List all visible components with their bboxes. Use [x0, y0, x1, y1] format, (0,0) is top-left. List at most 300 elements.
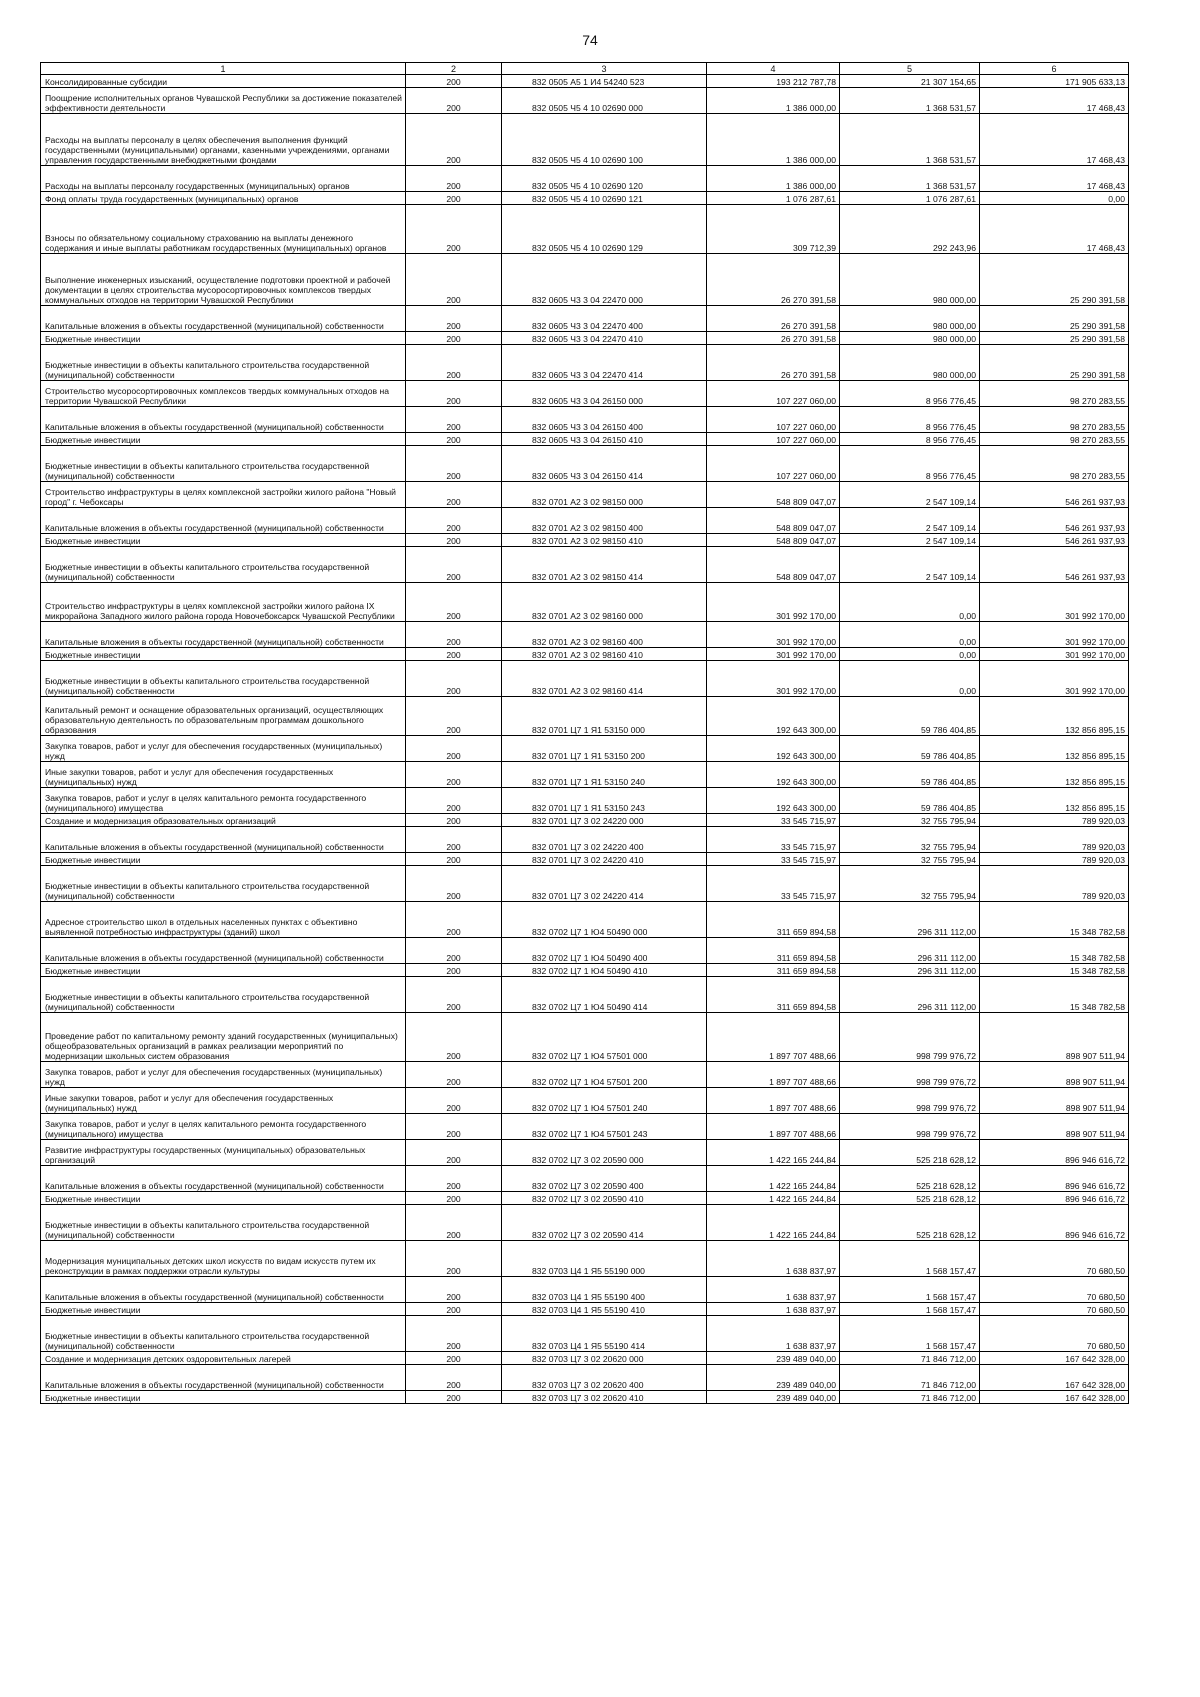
row-budget-code-cell: 832 0701 А2 3 02 98150 414 [502, 547, 707, 583]
row-name-cell: Бюджетные инвестиции [41, 1391, 406, 1404]
row-name-cell: Капитальный ремонт и оснащение образовательных организаций, осуществляющих образовательную деятельность по образовательным программам дошкольного образования [41, 697, 406, 736]
row-unexecuted-amount-cell: 15 348 782,58 [980, 977, 1129, 1013]
row-assigned-amount-cell: 26 270 391,58 [707, 306, 840, 332]
column-number: 4 [707, 63, 840, 75]
row-assigned-amount-cell: 548 809 047,07 [707, 547, 840, 583]
row-name-cell: Иные закупки товаров, работ и услуг для обеспечения государственных (муниципальных) нужд [41, 762, 406, 788]
table-row [41, 254, 1129, 306]
row-budget-code-cell: 832 0703 Ц7 3 02 20620 000 [502, 1352, 707, 1365]
row-assigned-amount-cell: 1 897 707 488,66 [707, 1013, 840, 1062]
row-type-code-cell: 200 [406, 1114, 502, 1140]
table-row [41, 446, 1129, 482]
row-unexecuted-amount-cell: 167 642 328,00 [980, 1352, 1129, 1365]
row-name-cell: Строительство мусоросортировочных комплексов твердых коммунальных отходов на территории Чувашской Республики [41, 381, 406, 407]
row-unexecuted-amount-cell: 98 270 283,55 [980, 381, 1129, 407]
table-row [41, 938, 1129, 964]
row-assigned-amount-cell: 239 489 040,00 [707, 1365, 840, 1391]
row-executed-amount-cell: 8 956 776,45 [840, 381, 980, 407]
row-executed-amount-cell: 1 368 531,57 [840, 88, 980, 114]
row-assigned-amount-cell: 548 809 047,07 [707, 534, 840, 547]
row-budget-code-cell: 832 0701 А2 3 02 98160 410 [502, 648, 707, 661]
row-executed-amount-cell: 2 547 109,14 [840, 534, 980, 547]
table-row [41, 1316, 1129, 1352]
row-name-cell: Развитие инфраструктуры государственных (муниципальных) образовательных организаций [41, 1140, 406, 1166]
row-executed-amount-cell: 296 311 112,00 [840, 977, 980, 1013]
row-executed-amount-cell: 8 956 776,45 [840, 407, 980, 433]
row-name-cell: Закупка товаров, работ и услуг для обеспечения государственных (муниципальных) нужд [41, 736, 406, 762]
row-budget-code-cell: 832 0702 Ц7 1 Ю4 57501 200 [502, 1062, 707, 1088]
row-unexecuted-amount-cell: 98 270 283,55 [980, 433, 1129, 446]
row-executed-amount-cell: 71 846 712,00 [840, 1352, 980, 1365]
row-executed-amount-cell: 0,00 [840, 583, 980, 622]
row-executed-amount-cell: 71 846 712,00 [840, 1365, 980, 1391]
row-type-code-cell: 200 [406, 433, 502, 446]
row-type-code-cell: 200 [406, 1365, 502, 1391]
row-assigned-amount-cell: 1 638 837,97 [707, 1303, 840, 1316]
row-type-code-cell: 200 [406, 547, 502, 583]
row-assigned-amount-cell: 107 227 060,00 [707, 433, 840, 446]
row-type-code-cell: 200 [406, 1303, 502, 1316]
row-unexecuted-amount-cell: 896 946 616,72 [980, 1205, 1129, 1241]
row-assigned-amount-cell: 1 897 707 488,66 [707, 1114, 840, 1140]
row-executed-amount-cell: 2 547 109,14 [840, 508, 980, 534]
row-executed-amount-cell: 1 568 157,47 [840, 1316, 980, 1352]
row-name-cell: Строительство инфраструктуры в целях комплексной застройки жилого района "Новый город" г. Чебоксары [41, 482, 406, 508]
table-row [41, 332, 1129, 345]
row-executed-amount-cell: 0,00 [840, 648, 980, 661]
row-type-code-cell: 200 [406, 697, 502, 736]
table-row [41, 1192, 1129, 1205]
row-name-cell: Создание и модернизация образовательных организаций [41, 814, 406, 827]
row-name-cell: Фонд оплаты труда государственных (муниципальных) органов [41, 192, 406, 205]
row-executed-amount-cell: 998 799 976,72 [840, 1114, 980, 1140]
row-unexecuted-amount-cell: 15 348 782,58 [980, 902, 1129, 938]
row-assigned-amount-cell: 33 545 715,97 [707, 814, 840, 827]
row-executed-amount-cell: 2 547 109,14 [840, 547, 980, 583]
row-executed-amount-cell: 998 799 976,72 [840, 1088, 980, 1114]
table-row [41, 345, 1129, 381]
row-assigned-amount-cell: 192 643 300,00 [707, 788, 840, 814]
row-name-cell: Расходы на выплаты персоналу государственных (муниципальных) органов [41, 166, 406, 192]
row-executed-amount-cell: 2 547 109,14 [840, 482, 980, 508]
row-type-code-cell: 200 [406, 1140, 502, 1166]
row-executed-amount-cell: 980 000,00 [840, 332, 980, 345]
row-unexecuted-amount-cell: 898 907 511,94 [980, 1013, 1129, 1062]
table-row [41, 1352, 1129, 1365]
budget-execution-table [40, 62, 1129, 1404]
table-row [41, 547, 1129, 583]
row-assigned-amount-cell: 1 076 287,61 [707, 192, 840, 205]
row-assigned-amount-cell: 1 422 165 244,84 [707, 1192, 840, 1205]
table-row [41, 1114, 1129, 1140]
row-assigned-amount-cell: 33 545 715,97 [707, 853, 840, 866]
row-budget-code-cell: 832 0702 Ц7 3 02 20590 414 [502, 1205, 707, 1241]
row-type-code-cell: 200 [406, 788, 502, 814]
row-unexecuted-amount-cell: 789 920,03 [980, 827, 1129, 853]
row-type-code-cell: 200 [406, 762, 502, 788]
row-type-code-cell: 200 [406, 534, 502, 547]
row-budget-code-cell: 832 0701 Ц7 3 02 24220 410 [502, 853, 707, 866]
row-type-code-cell: 200 [406, 622, 502, 648]
column-number: 3 [502, 63, 707, 75]
row-unexecuted-amount-cell: 301 992 170,00 [980, 648, 1129, 661]
row-executed-amount-cell: 1 568 157,47 [840, 1241, 980, 1277]
row-budget-code-cell: 832 0605 Ч3 3 04 26150 400 [502, 407, 707, 433]
table-row [41, 1013, 1129, 1062]
row-unexecuted-amount-cell: 25 290 391,58 [980, 332, 1129, 345]
table-row [41, 1241, 1129, 1277]
row-assigned-amount-cell: 239 489 040,00 [707, 1352, 840, 1365]
row-type-code-cell: 200 [406, 1241, 502, 1277]
row-name-cell: Бюджетные инвестиции [41, 964, 406, 977]
row-executed-amount-cell: 980 000,00 [840, 345, 980, 381]
row-unexecuted-amount-cell: 132 856 895,15 [980, 697, 1129, 736]
row-budget-code-cell: 832 0701 Ц7 1 Я1 53150 240 [502, 762, 707, 788]
row-budget-code-cell: 832 0605 Ч3 3 04 26150 414 [502, 446, 707, 482]
row-name-cell: Бюджетные инвестиции в объекты капитального строительства государственной (муниципальной) собственности [41, 547, 406, 583]
row-type-code-cell: 200 [406, 306, 502, 332]
row-unexecuted-amount-cell: 167 642 328,00 [980, 1391, 1129, 1404]
row-type-code-cell: 200 [406, 938, 502, 964]
row-assigned-amount-cell: 107 227 060,00 [707, 446, 840, 482]
row-type-code-cell: 200 [406, 583, 502, 622]
row-unexecuted-amount-cell: 98 270 283,55 [980, 446, 1129, 482]
row-assigned-amount-cell: 311 659 894,58 [707, 977, 840, 1013]
row-name-cell: Закупка товаров, работ и услуг для обеспечения государственных (муниципальных) нужд [41, 1062, 406, 1088]
row-type-code-cell: 200 [406, 345, 502, 381]
table-row [41, 381, 1129, 407]
row-assigned-amount-cell: 26 270 391,58 [707, 254, 840, 306]
row-budget-code-cell: 832 0605 Ч3 3 04 22470 000 [502, 254, 707, 306]
row-name-cell: Проведение работ по капитальному ремонту зданий государственных (муниципальных) общеобразовательных организаций в рамках реализации мероприятий по модернизации школьных систем образования [41, 1013, 406, 1062]
row-name-cell: Бюджетные инвестиции [41, 332, 406, 345]
table-row [41, 583, 1129, 622]
row-unexecuted-amount-cell: 132 856 895,15 [980, 762, 1129, 788]
row-unexecuted-amount-cell: 301 992 170,00 [980, 622, 1129, 648]
row-executed-amount-cell: 59 786 404,85 [840, 736, 980, 762]
row-unexecuted-amount-cell: 898 907 511,94 [980, 1088, 1129, 1114]
table-row [41, 977, 1129, 1013]
row-budget-code-cell: 832 0703 Ц7 3 02 20620 400 [502, 1365, 707, 1391]
table-row [41, 1391, 1129, 1404]
row-name-cell: Бюджетные инвестиции [41, 1192, 406, 1205]
row-unexecuted-amount-cell: 17 468,43 [980, 114, 1129, 166]
row-assigned-amount-cell: 1 897 707 488,66 [707, 1088, 840, 1114]
row-name-cell: Бюджетные инвестиции [41, 1303, 406, 1316]
row-assigned-amount-cell: 1 638 837,97 [707, 1277, 840, 1303]
row-unexecuted-amount-cell: 132 856 895,15 [980, 736, 1129, 762]
row-name-cell: Капитальные вложения в объекты государственной (муниципальной) собственности [41, 407, 406, 433]
row-unexecuted-amount-cell: 546 261 937,93 [980, 534, 1129, 547]
row-assigned-amount-cell: 192 643 300,00 [707, 697, 840, 736]
table-row [41, 1365, 1129, 1391]
row-name-cell: Капитальные вложения в объекты государственной (муниципальной) собственности [41, 827, 406, 853]
table-row [41, 1205, 1129, 1241]
row-executed-amount-cell: 32 755 795,94 [840, 827, 980, 853]
row-unexecuted-amount-cell: 17 468,43 [980, 166, 1129, 192]
row-type-code-cell: 200 [406, 866, 502, 902]
row-name-cell: Взносы по обязательному социальному страхованию на выплаты денежного содержания и иные выплаты работникам государственных (муниципальных) органов [41, 205, 406, 254]
table-row [41, 433, 1129, 446]
row-budget-code-cell: 832 0605 Ч3 3 04 22470 414 [502, 345, 707, 381]
row-name-cell: Бюджетные инвестиции [41, 853, 406, 866]
row-assigned-amount-cell: 33 545 715,97 [707, 866, 840, 902]
row-budget-code-cell: 832 0703 Ц4 1 Я5 55190 400 [502, 1277, 707, 1303]
table-row [41, 827, 1129, 853]
row-assigned-amount-cell: 548 809 047,07 [707, 508, 840, 534]
row-name-cell: Бюджетные инвестиции в объекты капитального строительства государственной (муниципальной) собственности [41, 1316, 406, 1352]
row-type-code-cell: 200 [406, 332, 502, 345]
row-budget-code-cell: 832 0702 Ц7 3 02 20590 000 [502, 1140, 707, 1166]
row-unexecuted-amount-cell: 898 907 511,94 [980, 1114, 1129, 1140]
row-assigned-amount-cell: 33 545 715,97 [707, 827, 840, 853]
row-unexecuted-amount-cell: 70 680,50 [980, 1316, 1129, 1352]
row-unexecuted-amount-cell: 17 468,43 [980, 88, 1129, 114]
row-executed-amount-cell: 1 368 531,57 [840, 166, 980, 192]
row-name-cell: Капитальные вложения в объекты государственной (муниципальной) собственности [41, 1365, 406, 1391]
row-name-cell: Иные закупки товаров, работ и услуг для обеспечения государственных (муниципальных) нужд [41, 1088, 406, 1114]
row-name-cell: Бюджетные инвестиции [41, 648, 406, 661]
row-name-cell: Консолидированные субсидии [41, 75, 406, 88]
table-row [41, 697, 1129, 736]
table-row [41, 166, 1129, 192]
row-type-code-cell: 200 [406, 853, 502, 866]
row-budget-code-cell: 832 0701 Ц7 1 Я1 53150 243 [502, 788, 707, 814]
row-assigned-amount-cell: 309 712,39 [707, 205, 840, 254]
row-budget-code-cell: 832 0605 Ч3 3 04 22470 410 [502, 332, 707, 345]
table-row [41, 306, 1129, 332]
row-assigned-amount-cell: 1 422 165 244,84 [707, 1166, 840, 1192]
row-assigned-amount-cell: 301 992 170,00 [707, 648, 840, 661]
row-type-code-cell: 200 [406, 902, 502, 938]
row-executed-amount-cell: 71 846 712,00 [840, 1391, 980, 1404]
row-type-code-cell: 200 [406, 205, 502, 254]
row-name-cell: Расходы на выплаты персоналу в целях обеспечения выполнения функций государственными (муниципальными) органами, казенными учреждениями, органами управления государственными внебюджетными фондами [41, 114, 406, 166]
row-budget-code-cell: 832 0702 Ц7 1 Ю4 50490 400 [502, 938, 707, 964]
row-assigned-amount-cell: 107 227 060,00 [707, 381, 840, 407]
page-number: 74 [582, 32, 598, 48]
row-assigned-amount-cell: 192 643 300,00 [707, 736, 840, 762]
row-executed-amount-cell: 998 799 976,72 [840, 1062, 980, 1088]
table-row [41, 661, 1129, 697]
row-unexecuted-amount-cell: 25 290 391,58 [980, 306, 1129, 332]
row-budget-code-cell: 832 0505 А5 1 И4 54240 523 [502, 75, 707, 88]
table-row [41, 814, 1129, 827]
row-budget-code-cell: 832 0505 Ч5 4 10 02690 000 [502, 88, 707, 114]
row-type-code-cell: 200 [406, 254, 502, 306]
row-name-cell: Создание и модернизация детских оздоровительных лагерей [41, 1352, 406, 1365]
table-row [41, 407, 1129, 433]
row-budget-code-cell: 832 0701 Ц7 3 02 24220 000 [502, 814, 707, 827]
row-budget-code-cell: 832 0505 Ч5 4 10 02690 129 [502, 205, 707, 254]
row-executed-amount-cell: 1 568 157,47 [840, 1303, 980, 1316]
row-name-cell: Бюджетные инвестиции в объекты капитального строительства государственной (муниципальной) собственности [41, 345, 406, 381]
row-budget-code-cell: 832 0702 Ц7 3 02 20590 400 [502, 1166, 707, 1192]
row-executed-amount-cell: 525 218 628,12 [840, 1192, 980, 1205]
row-type-code-cell: 200 [406, 661, 502, 697]
row-name-cell: Бюджетные инвестиции в объекты капитального строительства государственной (муниципальной) собственности [41, 446, 406, 482]
row-name-cell: Модернизация муниципальных детских школ искусств по видам искусств путем их реконструкции в рамках поддержки отрасли культуры [41, 1241, 406, 1277]
row-name-cell: Закупка товаров, работ и услуг в целях капитального ремонта государственного (муниципального) имущества [41, 788, 406, 814]
row-budget-code-cell: 832 0702 Ц7 1 Ю4 57501 000 [502, 1013, 707, 1062]
row-budget-code-cell: 832 0701 А2 3 02 98160 000 [502, 583, 707, 622]
row-executed-amount-cell: 1 368 531,57 [840, 114, 980, 166]
row-budget-code-cell: 832 0702 Ц7 1 Ю4 57501 240 [502, 1088, 707, 1114]
row-assigned-amount-cell: 311 659 894,58 [707, 938, 840, 964]
row-budget-code-cell: 832 0703 Ц4 1 Я5 55190 414 [502, 1316, 707, 1352]
row-type-code-cell: 200 [406, 192, 502, 205]
table-row [41, 1166, 1129, 1192]
table-row [41, 192, 1129, 205]
row-assigned-amount-cell: 1 386 000,00 [707, 166, 840, 192]
row-unexecuted-amount-cell: 301 992 170,00 [980, 583, 1129, 622]
row-unexecuted-amount-cell: 898 907 511,94 [980, 1062, 1129, 1088]
row-assigned-amount-cell: 1 638 837,97 [707, 1241, 840, 1277]
row-assigned-amount-cell: 1 386 000,00 [707, 114, 840, 166]
row-assigned-amount-cell: 107 227 060,00 [707, 407, 840, 433]
row-name-cell: Капитальные вложения в объекты государственной (муниципальной) собственности [41, 306, 406, 332]
table-row [41, 736, 1129, 762]
row-type-code-cell: 200 [406, 1088, 502, 1114]
table-row [41, 1062, 1129, 1088]
row-unexecuted-amount-cell: 896 946 616,72 [980, 1140, 1129, 1166]
row-budget-code-cell: 832 0701 Ц7 1 Я1 53150 000 [502, 697, 707, 736]
table-row [41, 648, 1129, 661]
row-assigned-amount-cell: 192 643 300,00 [707, 762, 840, 788]
column-number: 5 [840, 63, 980, 75]
row-budget-code-cell: 832 0702 Ц7 1 Ю4 50490 410 [502, 964, 707, 977]
row-type-code-cell: 200 [406, 1166, 502, 1192]
row-type-code-cell: 200 [406, 88, 502, 114]
row-unexecuted-amount-cell: 171 905 633,13 [980, 75, 1129, 88]
table-row [41, 75, 1129, 88]
table-row [41, 205, 1129, 254]
row-name-cell: Капитальные вложения в объекты государственной (муниципальной) собственности [41, 938, 406, 964]
column-number: 1 [41, 63, 406, 75]
row-name-cell: Бюджетные инвестиции в объекты капитального строительства государственной (муниципальной) собственности [41, 661, 406, 697]
row-type-code-cell: 200 [406, 648, 502, 661]
row-unexecuted-amount-cell: 896 946 616,72 [980, 1166, 1129, 1192]
row-assigned-amount-cell: 301 992 170,00 [707, 661, 840, 697]
row-assigned-amount-cell: 26 270 391,58 [707, 332, 840, 345]
row-budget-code-cell: 832 0701 А2 3 02 98150 410 [502, 534, 707, 547]
row-executed-amount-cell: 980 000,00 [840, 254, 980, 306]
row-executed-amount-cell: 292 243,96 [840, 205, 980, 254]
row-name-cell: Выполнение инженерных изысканий, осуществление подготовки проектной и рабочей документации в целях строительства мусоросортировочных комплексов твердых коммунальных отходов на территории Чувашской Республики [41, 254, 406, 306]
row-executed-amount-cell: 8 956 776,45 [840, 433, 980, 446]
row-executed-amount-cell: 8 956 776,45 [840, 446, 980, 482]
row-executed-amount-cell: 59 786 404,85 [840, 762, 980, 788]
row-assigned-amount-cell: 301 992 170,00 [707, 583, 840, 622]
row-budget-code-cell: 832 0701 А2 3 02 98160 400 [502, 622, 707, 648]
row-type-code-cell: 200 [406, 1277, 502, 1303]
row-budget-code-cell: 832 0702 Ц7 1 Ю4 50490 414 [502, 977, 707, 1013]
row-unexecuted-amount-cell: 0,00 [980, 192, 1129, 205]
row-unexecuted-amount-cell: 15 348 782,58 [980, 964, 1129, 977]
row-unexecuted-amount-cell: 98 270 283,55 [980, 407, 1129, 433]
row-unexecuted-amount-cell: 15 348 782,58 [980, 938, 1129, 964]
row-type-code-cell: 200 [406, 114, 502, 166]
table-row [41, 482, 1129, 508]
row-type-code-cell: 200 [406, 814, 502, 827]
row-type-code-cell: 200 [406, 508, 502, 534]
row-assigned-amount-cell: 301 992 170,00 [707, 622, 840, 648]
table-row [41, 866, 1129, 902]
row-unexecuted-amount-cell: 301 992 170,00 [980, 661, 1129, 697]
table-row [41, 762, 1129, 788]
table-row [41, 1277, 1129, 1303]
row-name-cell: Адресное строительство школ в отдельных населенных пунктах с объективно выявленной потребностью инфраструктуры (зданий) школ [41, 902, 406, 938]
row-type-code-cell: 200 [406, 964, 502, 977]
row-unexecuted-amount-cell: 546 261 937,93 [980, 482, 1129, 508]
row-name-cell: Закупка товаров, работ и услуг в целях капитального ремонта государственного (муниципального) имущества [41, 1114, 406, 1140]
row-budget-code-cell: 832 0505 Ч5 4 10 02690 121 [502, 192, 707, 205]
row-executed-amount-cell: 998 799 976,72 [840, 1013, 980, 1062]
column-number: 2 [406, 63, 502, 75]
row-executed-amount-cell: 525 218 628,12 [840, 1166, 980, 1192]
table-row [41, 622, 1129, 648]
row-unexecuted-amount-cell: 25 290 391,58 [980, 345, 1129, 381]
row-assigned-amount-cell: 1 422 165 244,84 [707, 1205, 840, 1241]
row-budget-code-cell: 832 0701 Ц7 3 02 24220 400 [502, 827, 707, 853]
row-unexecuted-amount-cell: 896 946 616,72 [980, 1192, 1129, 1205]
row-executed-amount-cell: 21 307 154,65 [840, 75, 980, 88]
row-budget-code-cell: 832 0703 Ц4 1 Я5 55190 000 [502, 1241, 707, 1277]
row-unexecuted-amount-cell: 132 856 895,15 [980, 788, 1129, 814]
row-type-code-cell: 200 [406, 1316, 502, 1352]
row-type-code-cell: 200 [406, 977, 502, 1013]
row-executed-amount-cell: 32 755 795,94 [840, 866, 980, 902]
row-executed-amount-cell: 525 218 628,12 [840, 1205, 980, 1241]
row-budget-code-cell: 832 0703 Ц7 3 02 20620 410 [502, 1391, 707, 1404]
row-executed-amount-cell: 0,00 [840, 622, 980, 648]
row-budget-code-cell: 832 0702 Ц7 3 02 20590 410 [502, 1192, 707, 1205]
row-executed-amount-cell: 1 076 287,61 [840, 192, 980, 205]
row-type-code-cell: 200 [406, 1205, 502, 1241]
row-type-code-cell: 200 [406, 1192, 502, 1205]
row-assigned-amount-cell: 193 212 787,78 [707, 75, 840, 88]
row-type-code-cell: 200 [406, 75, 502, 88]
row-unexecuted-amount-cell: 789 920,03 [980, 866, 1129, 902]
row-type-code-cell: 200 [406, 1013, 502, 1062]
row-assigned-amount-cell: 1 386 000,00 [707, 88, 840, 114]
row-executed-amount-cell: 59 786 404,85 [840, 788, 980, 814]
row-executed-amount-cell: 525 218 628,12 [840, 1140, 980, 1166]
row-name-cell: Капитальные вложения в объекты государственной (муниципальной) собственности [41, 508, 406, 534]
row-executed-amount-cell: 32 755 795,94 [840, 853, 980, 866]
row-assigned-amount-cell: 1 638 837,97 [707, 1316, 840, 1352]
row-executed-amount-cell: 980 000,00 [840, 306, 980, 332]
table-row [41, 788, 1129, 814]
table-row [41, 964, 1129, 977]
table-row [41, 114, 1129, 166]
row-executed-amount-cell: 32 755 795,94 [840, 814, 980, 827]
row-assigned-amount-cell: 311 659 894,58 [707, 964, 840, 977]
row-name-cell: Бюджетные инвестиции [41, 534, 406, 547]
row-unexecuted-amount-cell: 546 261 937,93 [980, 508, 1129, 534]
row-executed-amount-cell: 296 311 112,00 [840, 938, 980, 964]
row-assigned-amount-cell: 26 270 391,58 [707, 345, 840, 381]
row-name-cell: Бюджетные инвестиции в объекты капитального строительства государственной (муниципальной) собственности [41, 866, 406, 902]
table-row [41, 1088, 1129, 1114]
row-budget-code-cell: 832 0701 Ц7 3 02 24220 414 [502, 866, 707, 902]
row-unexecuted-amount-cell: 70 680,50 [980, 1303, 1129, 1316]
row-unexecuted-amount-cell: 789 920,03 [980, 853, 1129, 866]
row-budget-code-cell: 832 0605 Ч3 3 04 26150 410 [502, 433, 707, 446]
table-row [41, 853, 1129, 866]
row-type-code-cell: 200 [406, 166, 502, 192]
row-type-code-cell: 200 [406, 736, 502, 762]
